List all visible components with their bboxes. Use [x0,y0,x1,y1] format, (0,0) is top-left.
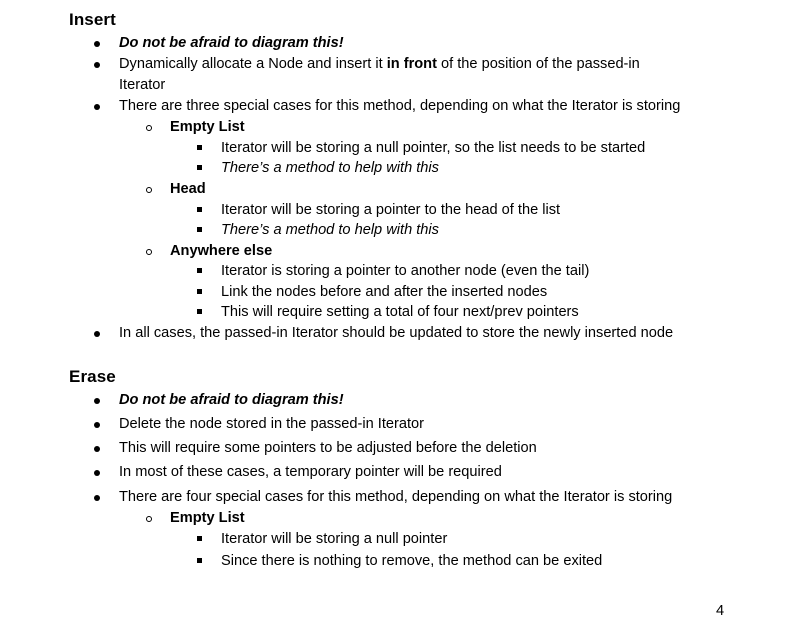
bullet-circle-icon [146,125,152,131]
erase-case-empty-list: Empty List [170,510,245,526]
bullet-square-icon [197,227,202,232]
insert-case-head: Head [170,181,206,197]
insert-item-allocate-cont: Iterator [119,77,166,93]
bullet-square-icon [197,268,202,273]
bullet-square-icon [197,207,202,212]
bullet-dot-icon [94,495,100,501]
bullet-dot-icon [94,470,100,476]
bullet-square-icon [197,165,202,170]
insert-anywhere-detail-1: Iterator is storing a pointer to another node (even the tail) [221,263,590,279]
bullet-dot-icon [94,104,100,110]
bullet-circle-icon [146,516,152,522]
erase-item-delete: Delete the node stored in the passed-in Iterator [119,416,425,432]
insert-case-anywhere: Anywhere else [170,243,273,259]
insert-item-diagram: Do not be afraid to diagram this! [119,35,344,51]
bullet-circle-icon [146,187,152,193]
bullet-square-icon [197,536,202,541]
insert-item-allocate-pre: Dynamically allocate a Node and insert it [119,56,387,72]
erase-item-temp-pointer: In most of these cases, a temporary pointer will be required [119,464,502,480]
bullet-square-icon [197,289,202,294]
bullet-dot-icon [94,41,100,47]
bullet-dot-icon [94,62,100,68]
bullet-square-icon [197,145,202,150]
insert-case-empty-list: Empty List [170,119,245,135]
bullet-square-icon [197,558,202,563]
bullet-dot-icon [94,398,100,404]
bullet-dot-icon [94,422,100,428]
insert-anywhere-detail-2: Link the nodes before and after the inserted nodes [221,284,548,300]
insert-item-allocate-post: of the position of the passed-in [436,56,640,72]
insert-empty-detail: Iterator will be storing a null pointer, so the list needs to be started [221,140,646,156]
erase-item-diagram: Do not be afraid to diagram this! [119,392,344,408]
insert-item-special-cases: There are three special cases for this method, depending on what the Iterator is storing [119,98,681,114]
bullet-dot-icon [94,331,100,337]
bullet-square-icon [197,309,202,314]
erase-item-special-cases: There are four special cases for this method, depending on what the Iterator is storing [119,489,673,505]
insert-item-allocate-bold: in front [386,56,437,72]
bullet-dot-icon [94,446,100,452]
erase-empty-detail: Iterator will be storing a null pointer [221,531,448,547]
erase-item-adjust: This will require some pointers to be adjusted before the deletion [119,440,537,456]
erase-empty-exit: Since there is nothing to remove, the method can be exited [221,553,603,569]
insert-anywhere-detail-3: This will require setting a total of four next/prev pointers [221,304,579,320]
insert-item-all-cases: In all cases, the passed-in Iterator should be updated to store the newly inserted node [119,325,674,341]
insert-heading: Insert [69,10,116,29]
erase-heading: Erase [69,367,116,386]
insert-head-hint: There’s a method to help with this [221,222,439,238]
insert-empty-hint: There’s a method to help with this [221,160,439,176]
insert-head-detail: Iterator will be storing a pointer to the head of the list [221,202,561,218]
page-number: 4 [716,603,725,619]
bullet-circle-icon [146,249,152,255]
insert-item-allocate [119,55,640,74]
